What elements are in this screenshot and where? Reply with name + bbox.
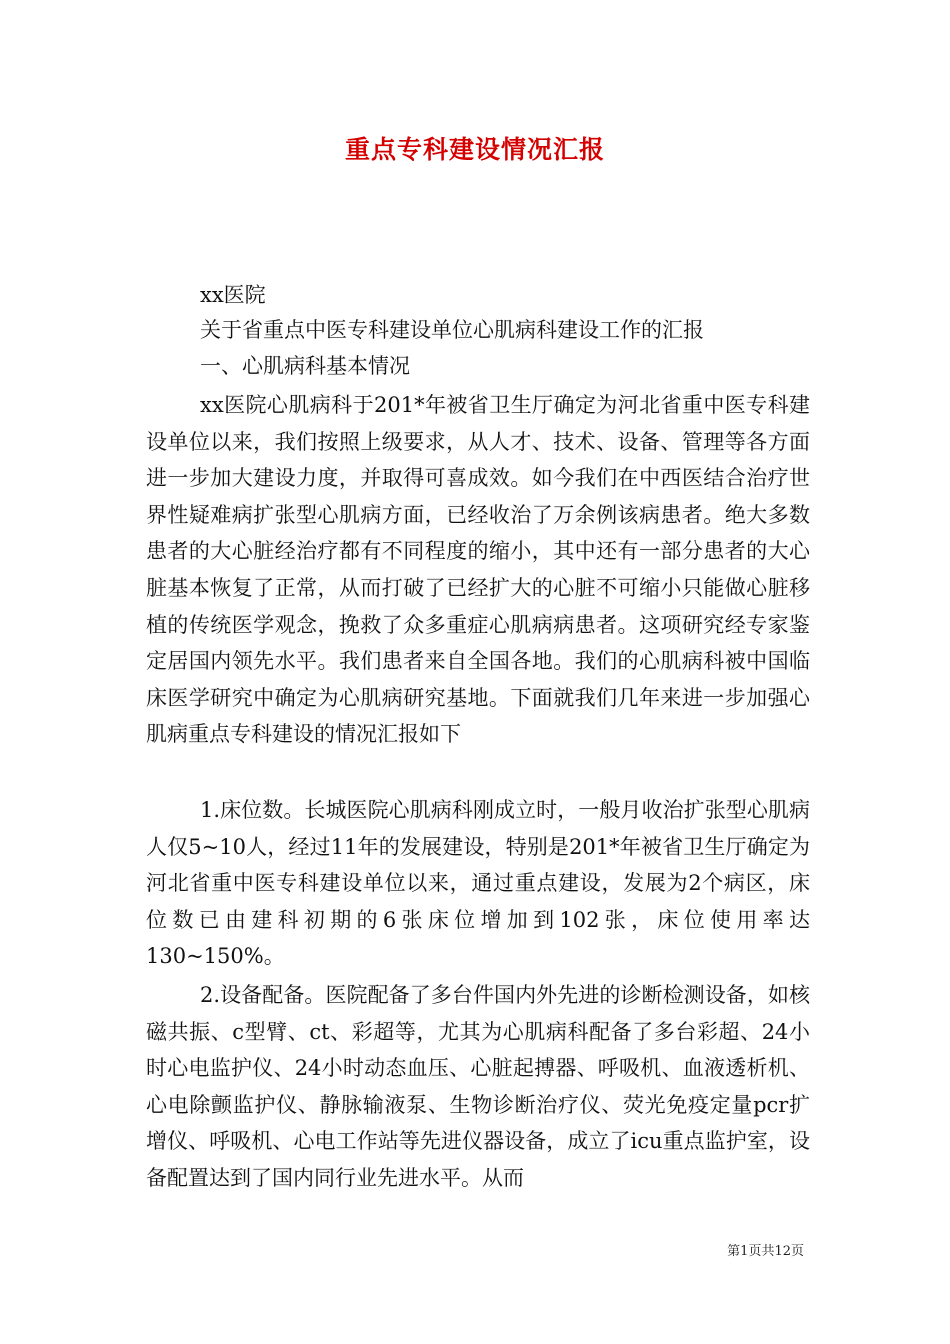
section-heading: 一、心肌病科基本情况 xyxy=(200,354,410,378)
page-number: 第1页共12页 xyxy=(727,1244,804,1259)
paragraph-beds xyxy=(146,792,810,975)
document-title: 重点专科建设情况汇报 xyxy=(344,135,605,164)
report-subtitle: 关于省重点中医专科建设单位心肌病科建设工作的汇报 xyxy=(200,318,704,342)
paragraph-text: 1.床位数。长城医院心肌病科刚成立时，一般月收治扩张型心肌病人仅5~10人，经过11年的发展建设，特别是201*年被省卫生厅确定为河北省重中医专科建设单位以来，通过重点建设，发展为2个病区，床位数已由建科初期的6张床位增加到102张，床位使用率达130~150%。 xyxy=(146,798,810,969)
paragraph-text: xx医院心肌病科于201*年被省卫生厅确定为河北省重中医专科建设单位以来，我们按照上级要求，从人才、技术、设备、管理等各方面进一步加大建设力度，并取得可喜成效。如今我们在中西医结合治疗世界性疑难病扩张型心肌病方面，已经收治了万余例该病患者。绝大多数患者的大心脏经治疗都有不同程度的缩小，其中还有一部分患者的大心脏基本恢复了正常，从而打破了已经扩大的心脏不可缩小只能做心脏移植的传统医学观念，挽救了众多重症心肌病病患者。这项研究经专家鉴定居国内领先水平。我们患者来自全国各地。我们的心肌病科被中国临床医学研究中确定为心肌病研究基地。下面就我们几年来进一步加强心肌病重点专科建设的情况汇报如下 xyxy=(146,393,810,747)
paragraph-equipment xyxy=(146,977,810,1197)
paragraph-intro xyxy=(146,387,810,753)
paragraph-text: 2.设备配备。医院配备了多台件国内外先进的诊断检测设备，如核磁共振、c型臂、ct、彩超等，尤其为心肌病科配备了多台彩超、24小时心电监护仪、24小时动态血压、心脏起搏器、呼吸机、血液透析机、心电除颤监护仪、静脉输液泵、生物诊断治疗仪、荧光免疫定量pcr扩增仪、呼吸机、心电工作站等先进仪器设备，成立了icu重点监护室，设备配置达到了国内同行业先进水平。从而 xyxy=(146,983,810,1190)
hospital-name: xx医院 xyxy=(200,283,266,307)
